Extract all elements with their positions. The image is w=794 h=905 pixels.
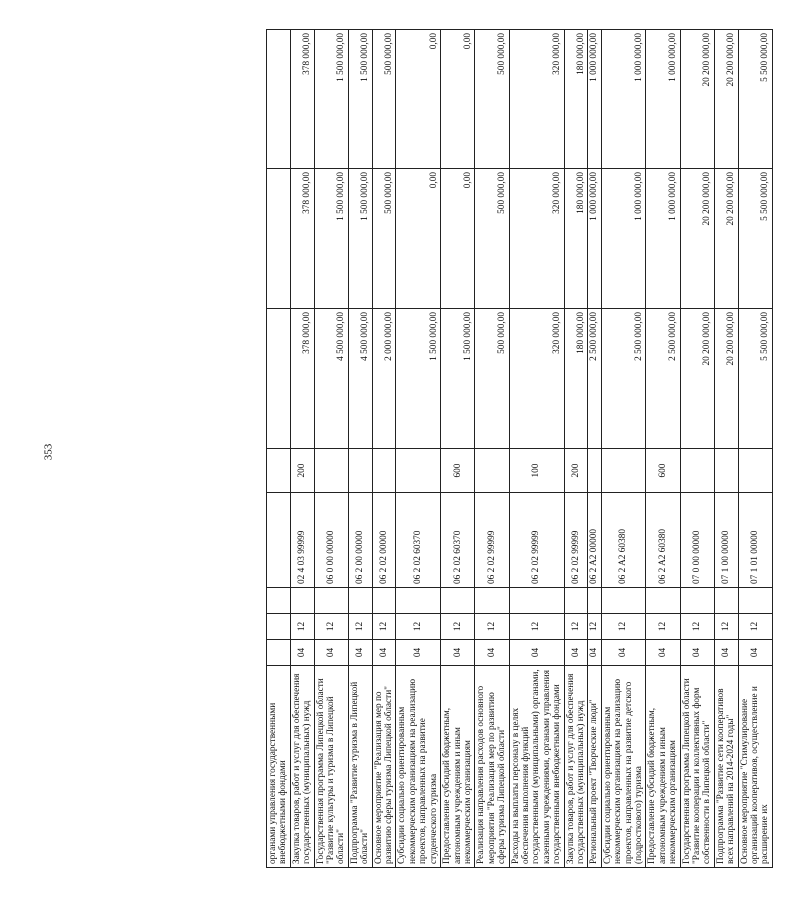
cell-name: Предоставление субсидий бюджетным, автономным учреждениям и иным некоммерческим организациям [441, 666, 475, 868]
cell-razdel: 04 [314, 640, 348, 666]
cell-razdel: 04 [646, 640, 680, 666]
cell-amount-year-2: 20 200 000,00 [714, 169, 738, 309]
table-row [348, 30, 372, 868]
table-row [314, 30, 348, 868]
cell-podrazdel: 12 [396, 614, 441, 640]
cell-expense-type [267, 449, 291, 493]
cell-empty [314, 588, 348, 614]
cell-name: Основное мероприятие "Реализация мер по развитию сферы туризма Липецкой области" [372, 666, 396, 868]
cell-empty [475, 588, 509, 614]
cell-amount-year-1: 4 500 000,00 [314, 309, 348, 449]
cell-amount-year-1: 4 500 000,00 [348, 309, 372, 449]
cell-razdel: 04 [396, 640, 441, 666]
cell-expense-type: 200 [290, 449, 314, 493]
page-number: 353 [42, 443, 55, 461]
table-row [601, 30, 646, 868]
cell-name: Государственная программа Липецкой области "Развитие культуры и туризма в Липецкой области" [314, 666, 348, 868]
table-row [738, 30, 772, 868]
table-row [267, 30, 291, 868]
cell-expense-type [475, 449, 509, 493]
cell-amount-year-3: 1 500 000,00 [314, 30, 348, 169]
cell-empty [372, 588, 396, 614]
cell-razdel: 04 [564, 640, 588, 666]
cell-amount-year-3: 378 000,00 [290, 30, 314, 169]
cell-target-article: 06 2 A2 60380 [646, 493, 680, 588]
cell-expense-type [372, 449, 396, 493]
cell-expense-type: 200 [564, 449, 588, 493]
cell-target-article: 06 2 00 00000 [348, 493, 372, 588]
cell-empty [646, 588, 680, 614]
cell-target-article: 06 0 00 00000 [314, 493, 348, 588]
cell-podrazdel: 12 [475, 614, 509, 640]
cell-amount-year-1: 180 000,00 [564, 309, 588, 449]
cell-amount-year-1: 500 000,00 [475, 309, 509, 449]
table-row [714, 30, 738, 868]
cell-amount-year-1: 2 500 000,00 [588, 309, 601, 449]
cell-amount-year-2: 500 000,00 [372, 169, 396, 309]
cell-empty [714, 588, 738, 614]
cell-razdel: 04 [441, 640, 475, 666]
cell-target-article: 02 4 03 99999 [290, 493, 314, 588]
cell-empty [601, 588, 646, 614]
cell-name: Субсидии социально ориентированным некоммерческим организациям на реализацию проектов, направленных на развитие детского (подросткового) туризма [601, 666, 646, 868]
cell-amount-year-3: 0,00 [396, 30, 441, 169]
cell-razdel: 04 [290, 640, 314, 666]
cell-amount-year-3 [267, 30, 291, 169]
cell-amount-year-2: 20 200 000,00 [680, 169, 714, 309]
cell-razdel: 04 [588, 640, 601, 666]
cell-empty [588, 588, 601, 614]
cell-amount-year-2: 1 000 000,00 [601, 169, 646, 309]
cell-podrazdel: 12 [372, 614, 396, 640]
cell-empty [738, 588, 772, 614]
cell-amount-year-3: 1 000 000,00 [646, 30, 680, 169]
cell-expense-type: 600 [646, 449, 680, 493]
table-row [372, 30, 396, 868]
cell-name: Подпрограмма "Развитие сети кооперативов всех направлений на 2014-2024 годы" [714, 666, 738, 868]
cell-podrazdel: 12 [680, 614, 714, 640]
cell-amount-year-3: 500 000,00 [372, 30, 396, 169]
cell-target-article: 06 2 02 99999 [475, 493, 509, 588]
cell-amount-year-1: 2 000 000,00 [372, 309, 396, 449]
cell-podrazdel: 12 [714, 614, 738, 640]
cell-expense-type: 600 [441, 449, 475, 493]
cell-expense-type: 100 [509, 449, 564, 493]
cell-amount-year-1: 5 500 000,00 [738, 309, 772, 449]
rotated-table-container [266, 30, 794, 868]
cell-amount-year-2: 500 000,00 [475, 169, 509, 309]
table-row [646, 30, 680, 868]
cell-amount-year-1: 20 200 000,00 [714, 309, 738, 449]
cell-razdel: 04 [601, 640, 646, 666]
cell-target-article: 07 1 00 00000 [714, 493, 738, 588]
table-row [290, 30, 314, 868]
cell-target-article [267, 493, 291, 588]
cell-podrazdel: 12 [441, 614, 475, 640]
table-row [396, 30, 441, 868]
cell-podrazdel: 12 [588, 614, 601, 640]
table-row [475, 30, 509, 868]
cell-name: Государственная программа Липецкой области "Развитие кооперации и коллективных форм собственности в Липецкой области" [680, 666, 714, 868]
cell-razdel: 04 [509, 640, 564, 666]
cell-amount-year-2: 5 500 000,00 [738, 169, 772, 309]
cell-name: Предоставление субсидий бюджетным, автономным учреждениям и иным некоммерческим организациям [646, 666, 680, 868]
cell-target-article: 07 0 00 00000 [680, 493, 714, 588]
cell-amount-year-3: 1 000 000,00 [601, 30, 646, 169]
cell-target-article: 07 1 01 00000 [738, 493, 772, 588]
cell-amount-year-2: 180 000,00 [564, 169, 588, 309]
cell-empty [290, 588, 314, 614]
cell-razdel: 04 [475, 640, 509, 666]
cell-target-article: 06 2 02 60370 [396, 493, 441, 588]
cell-expense-type [314, 449, 348, 493]
cell-empty [564, 588, 588, 614]
cell-amount-year-1: 2 500 000,00 [601, 309, 646, 449]
cell-amount-year-1: 1 500 000,00 [441, 309, 475, 449]
cell-podrazdel: 12 [646, 614, 680, 640]
cell-amount-year-1 [267, 309, 291, 449]
cell-razdel: 04 [680, 640, 714, 666]
table-row [509, 30, 564, 868]
cell-amount-year-3: 320 000,00 [509, 30, 564, 169]
cell-amount-year-1: 2 500 000,00 [646, 309, 680, 449]
cell-amount-year-1: 1 500 000,00 [396, 309, 441, 449]
cell-amount-year-3: 20 200 000,00 [680, 30, 714, 169]
cell-razdel: 04 [714, 640, 738, 666]
cell-target-article: 06 2 02 60370 [441, 493, 475, 588]
cell-podrazdel: 12 [509, 614, 564, 640]
cell-amount-year-1: 20 200 000,00 [680, 309, 714, 449]
cell-podrazdel: 12 [564, 614, 588, 640]
cell-name: Подпрограмма "Развитие туризма в Липецкой области" [348, 666, 372, 868]
cell-amount-year-2: 1 500 000,00 [314, 169, 348, 309]
cell-podrazdel [267, 614, 291, 640]
cell-amount-year-2: 1 000 000,00 [588, 169, 601, 309]
cell-name: Региональный проект "Творческие люди" [588, 666, 601, 868]
cell-empty [509, 588, 564, 614]
cell-target-article: 06 2 02 99999 [564, 493, 588, 588]
cell-amount-year-2: 1 500 000,00 [348, 169, 372, 309]
cell-target-article: 06 2 02 99999 [509, 493, 564, 588]
cell-target-article: 06 2 A2 00000 [588, 493, 601, 588]
cell-expense-type [601, 449, 646, 493]
cell-amount-year-2: 1 000 000,00 [646, 169, 680, 309]
table-row [680, 30, 714, 868]
cell-amount-year-3: 0,00 [441, 30, 475, 169]
cell-amount-year-2 [267, 169, 291, 309]
cell-expense-type [348, 449, 372, 493]
budget-table [266, 29, 773, 868]
cell-amount-year-1: 378 000,00 [290, 309, 314, 449]
cell-razdel: 04 [372, 640, 396, 666]
cell-amount-year-3: 180 000,00 [564, 30, 588, 169]
cell-name: Субсидии социально ориентированным некоммерческим организациям на реализацию проектов, направленных на развитие студенческого туризма [396, 666, 441, 868]
cell-amount-year-3: 1 000 000,00 [588, 30, 601, 169]
cell-podrazdel: 12 [314, 614, 348, 640]
cell-amount-year-2: 378 000,00 [290, 169, 314, 309]
cell-expense-type [738, 449, 772, 493]
cell-amount-year-1: 320 000,00 [509, 309, 564, 449]
cell-name: Расходы на выплаты персоналу в целях обеспечения выполнения функций государственными (муниципальными) органами, казенными учреждениями, органами управления государственными внебюджетными фондами [509, 666, 564, 868]
cell-name: Закупка товаров, работ и услуг для обеспечения государственных (муниципальных) нужд [290, 666, 314, 868]
cell-expense-type [714, 449, 738, 493]
cell-amount-year-3: 1 500 000,00 [348, 30, 372, 169]
cell-amount-year-3: 20 200 000,00 [714, 30, 738, 169]
cell-podrazdel: 12 [290, 614, 314, 640]
cell-expense-type [588, 449, 601, 493]
cell-name: органами управления государственными внебюджетными фондами [267, 666, 291, 868]
cell-target-article: 06 2 02 00000 [372, 493, 396, 588]
cell-podrazdel: 12 [348, 614, 372, 640]
cell-target-article: 06 2 A2 60380 [601, 493, 646, 588]
cell-expense-type [680, 449, 714, 493]
cell-empty [396, 588, 441, 614]
cell-empty [441, 588, 475, 614]
cell-razdel: 04 [348, 640, 372, 666]
cell-name: Закупка товаров, работ и услуг для обеспечения государственных (муниципальных) нужд [564, 666, 588, 868]
table-body [267, 30, 773, 868]
cell-amount-year-3: 5 500 000,00 [738, 30, 772, 169]
cell-podrazdel: 12 [738, 614, 772, 640]
cell-expense-type [396, 449, 441, 493]
cell-empty [348, 588, 372, 614]
table-row [564, 30, 588, 868]
cell-amount-year-2: 0,00 [396, 169, 441, 309]
table-row [588, 30, 601, 868]
cell-name: Реализация направления расходов основного мероприятия "Реализация мер по развитию сферы туризма Липецкой области" [475, 666, 509, 868]
cell-empty [267, 588, 291, 614]
cell-razdel: 04 [738, 640, 772, 666]
cell-razdel [267, 640, 291, 666]
cell-podrazdel: 12 [601, 614, 646, 640]
cell-amount-year-3: 500 000,00 [475, 30, 509, 169]
table-row [441, 30, 475, 868]
cell-empty [680, 588, 714, 614]
cell-amount-year-2: 0,00 [441, 169, 475, 309]
cell-name: Основное мероприятие "Стимулирование организаций кооперативов, осуществление и расширение их [738, 666, 772, 868]
cell-amount-year-2: 320 000,00 [509, 169, 564, 309]
